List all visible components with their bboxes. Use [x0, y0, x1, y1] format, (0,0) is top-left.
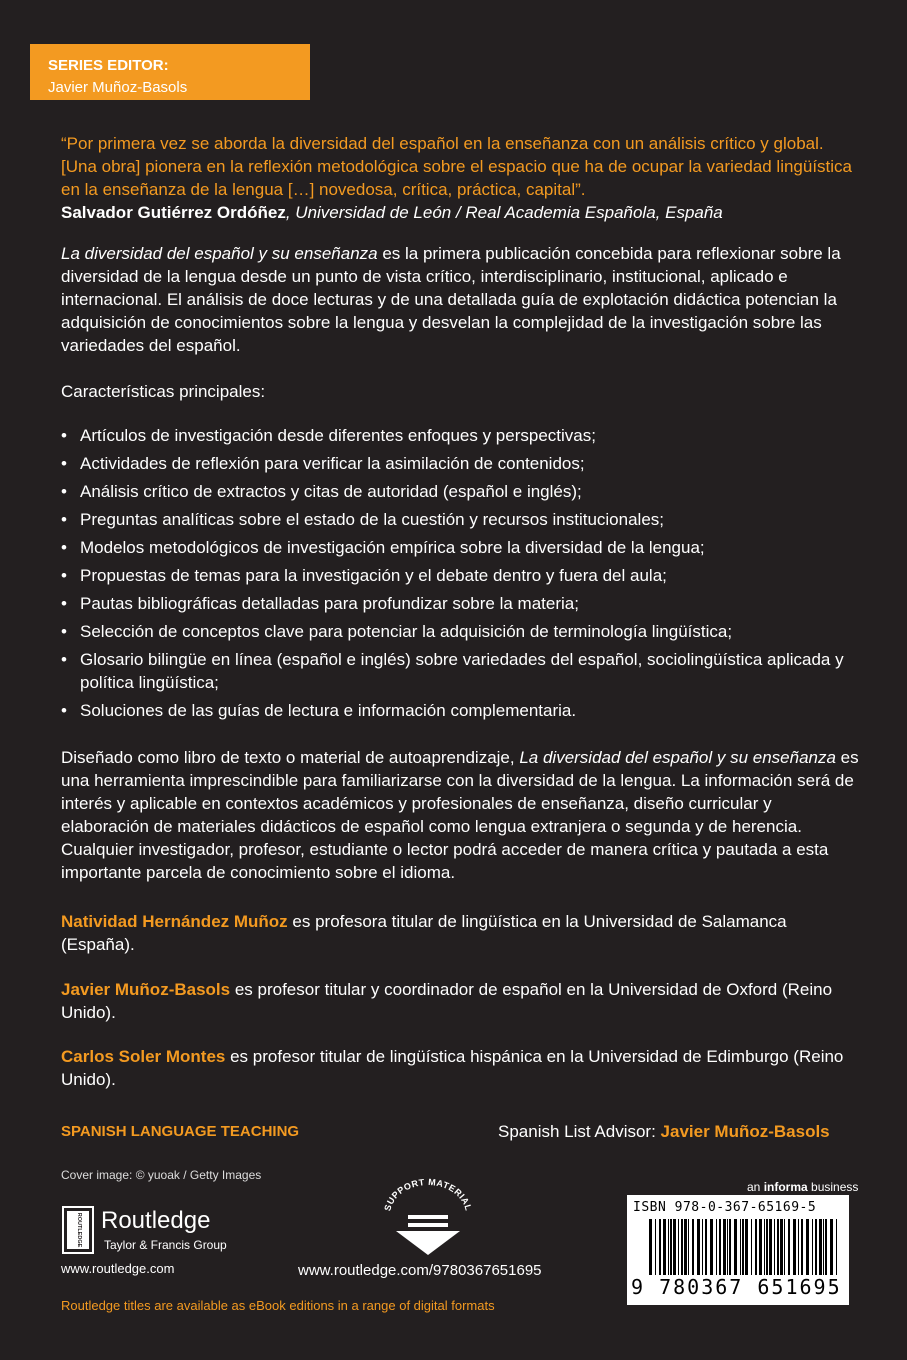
author-bio-text: es profesor titular y coordinador de español en la Universidad de Oxford (Reino Unido).	[61, 980, 833, 1022]
list-item: • Pautas bibliográficas detalladas para profundizar sobre la materia;	[61, 592, 861, 615]
list-item: • Glosario bilingüe en línea (español e inglés) sobre variedades del español, sociolingüística aplicada y política lingüística;	[61, 648, 861, 694]
support-badge-text: SUPPORT MATERIAL	[382, 1176, 474, 1213]
informa-post: business	[807, 1180, 859, 1194]
logo-vertical-text: ROUTLEDGE	[76, 1212, 82, 1248]
advisor-name: Javier Muñoz-Basols	[660, 1122, 830, 1141]
author-bio-text: es profesora titular de lingüística en la Universidad de Salamanca (España).	[61, 912, 787, 954]
list-item: • Artículos de investigación desde diferentes enfoques y perspectivas;	[61, 424, 861, 447]
author-name: Carlos Soler Montes	[61, 1047, 226, 1066]
series-editor-box	[30, 44, 310, 100]
series-name: SPANISH LANGUAGE TEACHING	[61, 1123, 300, 1140]
quote-affiliation: , Universidad de León / Real Academia Española, España	[285, 203, 723, 222]
informa-line	[747, 1180, 858, 1194]
book-website[interactable]: www.routledge.com/9780367651695	[298, 1262, 542, 1279]
informa-pre: an	[747, 1180, 764, 1194]
isbn-label: ISBN 978-0-367-65169-5	[633, 1200, 817, 1215]
author-bio-text: es profesor titular de lingüística hispánica en la Universidad de Edimburgo (Reino Unido).	[61, 1047, 844, 1089]
author-bio	[61, 978, 861, 1024]
support-material-icon	[380, 1175, 476, 1260]
list-item: • Modelos metodológicos de investigación empírica sobre la diversidad de la lengua;	[61, 536, 861, 559]
cover-credit: Cover image: © yuoak / Getty Images	[61, 1168, 262, 1182]
advisor-label: Spanish List Advisor:	[498, 1122, 661, 1141]
list-advisor	[498, 1122, 830, 1142]
book-title: La diversidad del español y su enseñanza	[61, 244, 378, 263]
closing-title: La diversidad del español y su enseñanza	[519, 748, 836, 767]
series-editor-name: Javier Muñoz-Basols	[48, 79, 188, 96]
routledge-logo-icon	[61, 1205, 97, 1255]
list-item: • Preguntas analíticas sobre el estado de la cuestión y recursos institucionales;	[61, 508, 861, 531]
publisher-website[interactable]: www.routledge.com	[61, 1261, 175, 1276]
routledge-logo	[61, 1205, 261, 1255]
endorsement-quote	[61, 132, 861, 224]
barcode	[627, 1195, 849, 1305]
closing-text: es una herramienta imprescindible para familiarizarse con la diversidad de la lengua. La información será de interés y aplicable en contextos académicos y profesionales de enseñanza, diseño curricular y elaboración de materiales didácticos de español como lengua extranjera o segunda y de herencia. Cualquier investigador, profesor, estudiante o lector podrá acceder de manera crítica y pautada a esta importante parcela de conocimiento sobre el idioma.	[61, 748, 859, 882]
list-item: • Selección de conceptos clave para potenciar la adquisición de terminología lingüística;	[61, 620, 861, 643]
features-list	[61, 424, 861, 727]
author-bio	[61, 1045, 861, 1091]
list-item: • Análisis crítico de extractos y citas de autoridad (español e inglés);	[61, 480, 861, 503]
ebook-note: Routledge titles are available as eBook editions in a range of digital formats	[61, 1298, 495, 1313]
informa-bold: informa	[763, 1180, 808, 1194]
quote-text: “Por primera vez se aborda la diversidad del español en la enseñanza con un análisis crítico y global. [Una obra] pionera en la reflexión metodológica sobre el espacio que ha de ocupar la variedad lingüística en la enseñanza de la lengua […] novedosa, crítica, práctica, capital”.	[61, 134, 853, 199]
author-name: Natividad Hernández Muñoz	[61, 912, 288, 931]
description-text: es la primera publicación concebida para reflexionar sobre la diversidad de la lengua desde un punto de vista crítico, interdisciplinario, institucional, aplicado e internacional. El análisis de doce lecturas y de una detallada guía de explotación didáctica potencian la adquisición de conocimientos sobre la lengua y desvelan la complejidad de la investigación sobre las variedades del español.	[61, 244, 841, 355]
svg-text:SUPPORT MATERIAL	[382, 1177, 473, 1212]
list-item: • Propuestas de temas para la investigación y el debate dentro y fuera del aula;	[61, 564, 861, 587]
closing-lead: Diseñado como libro de texto o material de autoaprendizaje,	[61, 748, 520, 767]
list-item: • Soluciones de las guías de lectura e información complementaria.	[61, 699, 861, 722]
closing-paragraph	[61, 746, 861, 884]
series-editor-label: SERIES EDITOR:	[48, 57, 169, 74]
quote-author: Salvador Gutiérrez Ordóñez	[61, 203, 286, 222]
author-bio	[61, 910, 861, 956]
publisher-group: Taylor & Francis Group	[104, 1238, 227, 1252]
features-title: Características principales:	[61, 382, 266, 401]
barcode-number: 9 780367 651695	[631, 1275, 842, 1299]
publisher-name: Routledge	[101, 1207, 211, 1234]
author-name: Javier Muñoz-Basols	[61, 980, 231, 999]
book-description	[61, 242, 861, 357]
list-item: • Actividades de reflexión para verificar la asimilación de contenidos;	[61, 452, 861, 475]
